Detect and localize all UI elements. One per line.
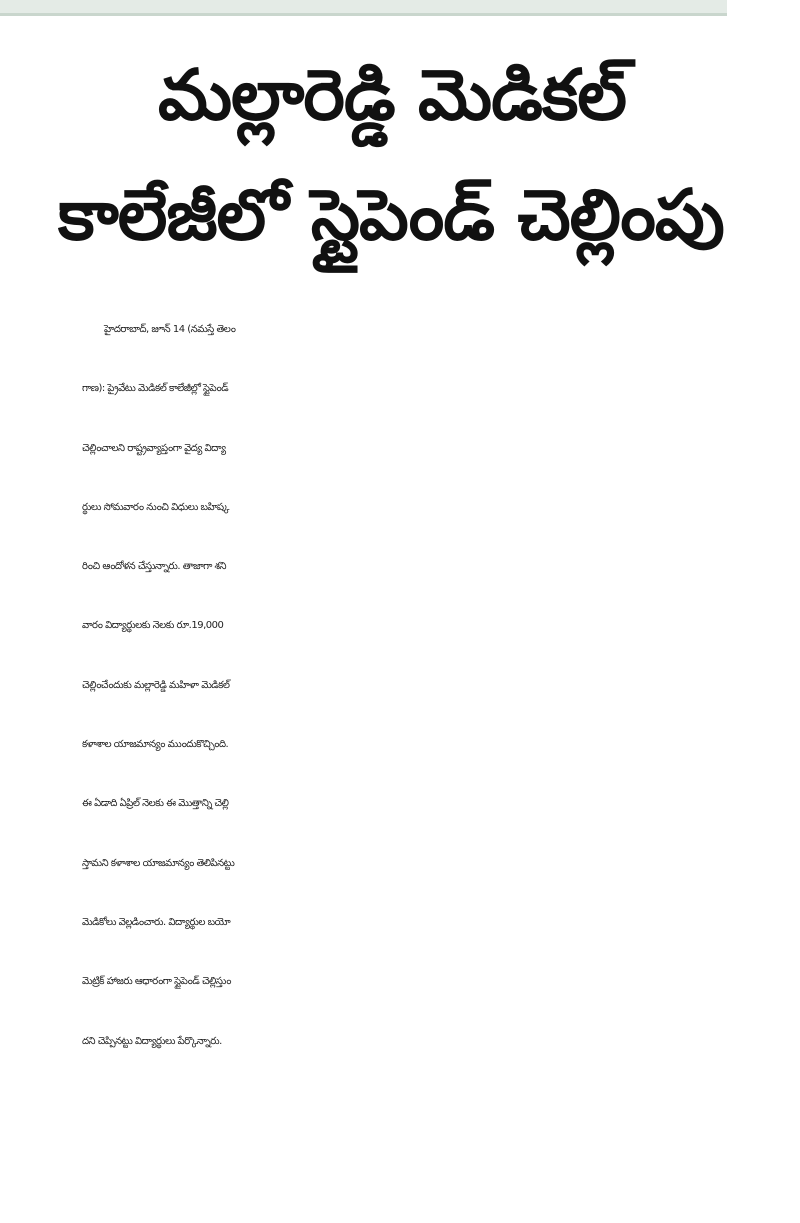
body-line-4: ర్థులు సోమవారం నుంచి విధులు బహిష్క — [82, 501, 229, 513]
headline-line-1: మల్లారెడ్డి మెడికల్ — [158, 54, 627, 136]
body-line-10: స్తామని కళాశాల యాజమాన్యం తెలిపినట్టు — [82, 857, 235, 869]
body-line-13: దని చెప్పినట్టు విద్యార్థులు పేర్కొన్నారు. — [82, 1035, 222, 1047]
body-line-8: కళాశాల యాజమాన్యం ముందుకొచ్చింది. — [82, 739, 229, 751]
body-line-5: రించి ఆందోళన చేస్తున్నారు. తాజాగా శని — [82, 561, 227, 573]
body-line-3: చెల్లించాలని రాష్ట్రవ్యాప్తంగా వైద్య విద్యా — [82, 442, 226, 454]
body-line-12: మెట్రిక్ హాజరు ఆధారంగా స్టైపెండ్ చెల్లిస్తుం — [82, 976, 231, 988]
body-line-11: మెడికోలు వెల్లడించారు. విద్యార్థుల బయో — [82, 916, 231, 928]
body-line-7: చెల్లించేందుకు మల్లారెడ్డి మహిళా మెడికల్ — [82, 679, 230, 691]
body-line-1: హైదరాబాద్, జూన్ 14 (నమస్తే తెలం — [104, 324, 236, 335]
body-line-6: వారం విద్యార్థులకు నెలకు రూ.19,000 — [82, 620, 224, 632]
body-line-2: గాణ): ప్రైవేటు మెడికల్ కాలేజీల్లో స్టైపెండ్ — [82, 383, 229, 395]
body-line-9: ఈ ఏడాది ఏప్రిల్ నెలకు ఈ మొత్తాన్ని చెల్లి — [82, 798, 229, 810]
article-body — [82, 300, 742, 1071]
headline-line-2: కాలేజీలో స్టైపెండ్ చెల్లింపు — [58, 174, 724, 256]
